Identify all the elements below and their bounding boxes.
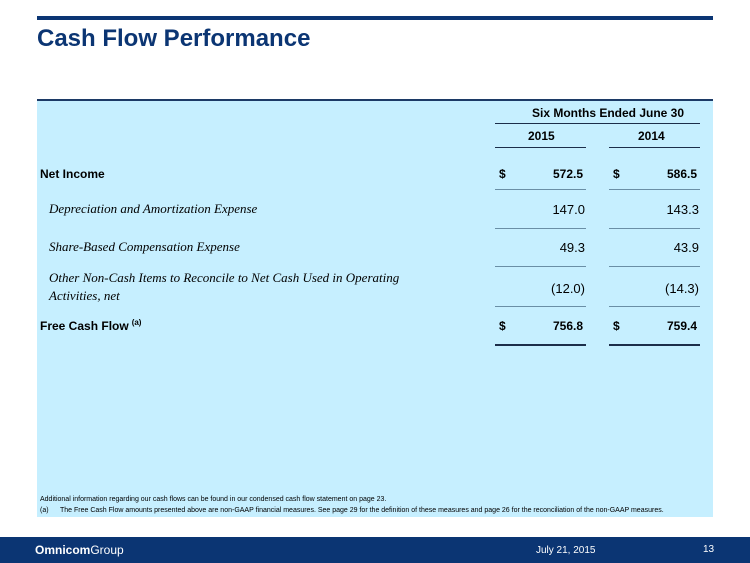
currency-symbol: $ xyxy=(499,167,506,181)
row-rule xyxy=(495,266,586,267)
free-cash-flow-2014: 759.4 xyxy=(666,319,697,333)
depreciation-2014: 143.3 xyxy=(666,202,699,217)
row-rule xyxy=(609,228,700,229)
row-rule xyxy=(495,228,586,229)
column-header-2015-rule xyxy=(495,147,586,148)
row-rule xyxy=(609,306,700,307)
free-cash-flow-2015: 756.8 xyxy=(552,319,583,333)
free-cash-flow-label: Free Cash Flow xyxy=(40,319,129,333)
share-based-2014: 43.9 xyxy=(673,240,699,255)
title-top-rule xyxy=(37,16,713,20)
row-label-free-cash-flow xyxy=(40,318,141,333)
page-title: Cash Flow Performance xyxy=(37,25,311,52)
row-rule xyxy=(495,306,586,307)
total-rule xyxy=(609,344,700,346)
page-number: 13 xyxy=(703,544,715,555)
row-label-depreciation: Depreciation and Amortization Expense xyxy=(49,201,258,216)
row-rule xyxy=(609,189,700,190)
cash-flow-table-panel xyxy=(37,99,713,517)
row-rule xyxy=(609,266,700,267)
logo-main: Omnicom xyxy=(35,543,91,557)
footer-date: July 21, 2015 xyxy=(536,545,596,556)
depreciation-2015: 147.0 xyxy=(552,202,585,217)
currency-symbol: $ xyxy=(613,167,620,181)
currency-symbol: $ xyxy=(613,319,620,333)
column-header-2015: 2015 xyxy=(528,129,555,143)
footer-bar xyxy=(0,537,750,563)
net-income-2015: 572.5 xyxy=(552,167,583,181)
other-non-cash-2015: (12.0) xyxy=(551,281,585,296)
total-rule xyxy=(495,344,586,346)
footnote-a-marker: (a) xyxy=(40,507,49,514)
logo-sub: Group xyxy=(90,543,124,557)
currency-symbol: $ xyxy=(499,319,506,333)
net-income-2014: 586.5 xyxy=(666,167,697,181)
row-label-other-non-cash-line1: Other Non-Cash Items to Reconcile to Net Cash Used in Operating xyxy=(49,270,400,285)
row-label-net-income: Net Income xyxy=(40,167,105,181)
period-header: Six Months Ended June 30 xyxy=(532,106,685,120)
column-header-2014: 2014 xyxy=(638,129,665,143)
other-non-cash-2014: (14.3) xyxy=(665,281,699,296)
omnicom-logo xyxy=(35,543,124,557)
period-header-rule xyxy=(495,123,700,124)
row-label-other-non-cash-line2: Activities, net xyxy=(49,288,120,303)
footnote-a-text: The Free Cash Flow amounts presented above are non-GAAP financial measures. See page 29 for the definition of these measures and page 26 for the reconciliation of the non-GAAP measures. xyxy=(60,507,664,514)
share-based-2015: 49.3 xyxy=(559,240,585,255)
footnote-marker-a: (a) xyxy=(131,318,142,327)
row-rule xyxy=(495,189,586,190)
row-label-share-based-compensation: Share-Based Compensation Expense xyxy=(49,239,240,254)
footnote-additional-info: Additional information regarding our cash flows can be found in our condensed cash flow statement on page 23. xyxy=(40,496,387,503)
column-header-2014-rule xyxy=(609,147,700,148)
